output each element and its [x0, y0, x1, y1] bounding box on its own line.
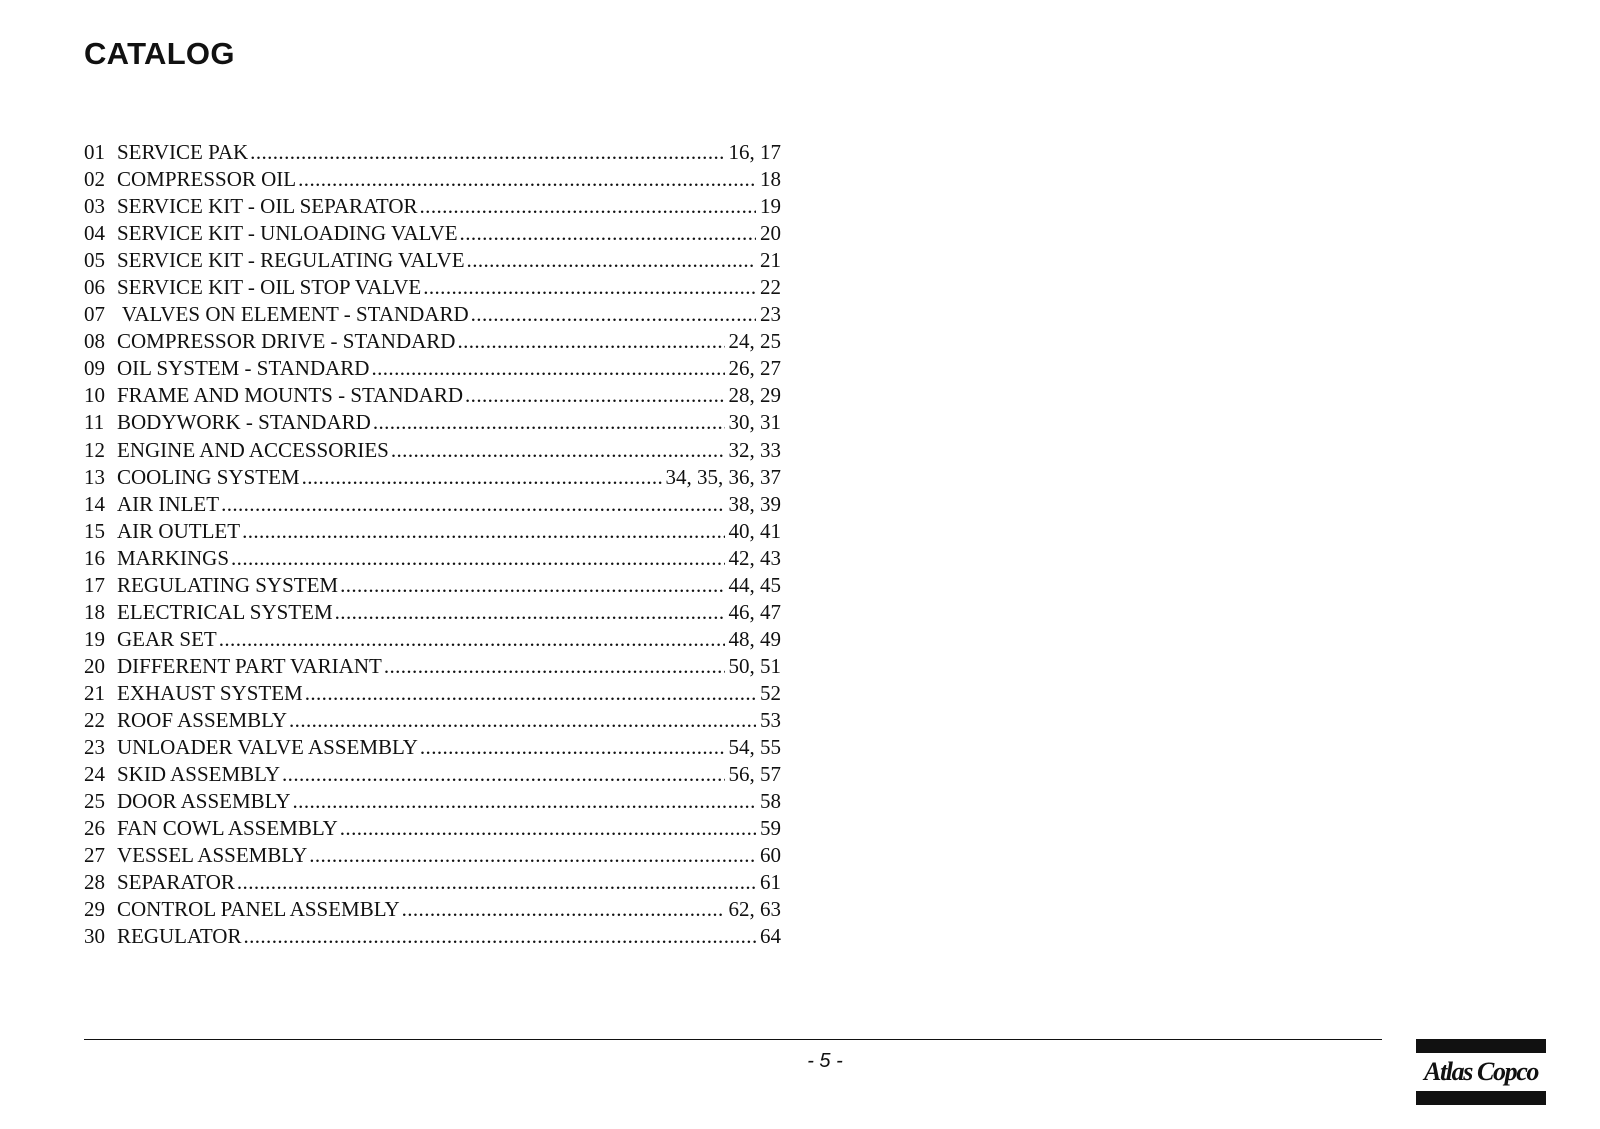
toc-entry-title: SERVICE PAK: [117, 140, 249, 164]
toc-entry: [84, 788, 781, 815]
toc-dot-leader: [309, 842, 756, 869]
toc-entry: [84, 355, 781, 382]
toc-dot-leader: [340, 572, 724, 599]
toc-entry-title: ROOF ASSEMBLY: [117, 707, 288, 732]
toc-entry: [84, 301, 781, 328]
logo-top-bar: [1416, 1039, 1546, 1053]
toc-entry-number: 23: [84, 735, 105, 760]
toc-entry-title: SERVICE KIT - OIL STOP VALVE: [117, 275, 422, 300]
toc-entry-pages: 32, 33: [728, 437, 781, 462]
toc-entry: [84, 464, 781, 491]
toc-entry-title: SERVICE KIT - UNLOADING VALVE: [117, 221, 458, 246]
toc-entry-pages: 19: [760, 194, 781, 219]
toc-entry-pages: 53: [760, 707, 781, 732]
toc-dot-leader: [289, 707, 756, 734]
toc-entry-title: DOOR ASSEMBLY: [117, 789, 291, 814]
toc-entry-number: 22: [84, 707, 105, 732]
toc-entry: [84, 842, 781, 869]
table-of-contents: [84, 139, 781, 950]
toc-entry-pages: 23: [760, 302, 781, 327]
toc-entry-pages: 30, 31: [728, 410, 781, 435]
toc-entry-title: SEPARATOR: [117, 870, 235, 895]
toc-entry: [84, 815, 781, 842]
toc-entry: [84, 437, 781, 464]
toc-entry-number: 09: [84, 356, 105, 381]
toc-entry-pages: 24, 25: [728, 329, 781, 354]
toc-entry-title: ENGINE AND ACCESSORIES: [117, 437, 389, 462]
toc-entry: [84, 545, 781, 572]
toc-dot-leader: [219, 626, 725, 653]
toc-dot-leader: [302, 464, 662, 491]
toc-entry-number: 25: [84, 789, 105, 814]
toc-entry-number: 20: [84, 653, 105, 678]
toc-dot-leader: [465, 382, 724, 409]
toc-entry-pages: 56, 57: [728, 762, 781, 787]
toc-entry-pages: 40, 41: [728, 518, 781, 543]
toc-entry-title: SERVICE KIT - OIL SEPARATOR: [117, 194, 418, 219]
toc-dot-leader: [460, 220, 756, 247]
toc-entry-title: AIR INLET: [117, 491, 220, 516]
toc-entry-number: 06: [84, 275, 105, 300]
toc-entry-pages: 61: [760, 870, 781, 895]
logo-bottom-bar: [1416, 1091, 1546, 1105]
toc-entry: [84, 491, 781, 518]
toc-entry-number: 05: [84, 248, 105, 273]
toc-entry-number: 17: [84, 572, 105, 597]
toc-entry-pages: 50, 51: [728, 653, 781, 678]
toc-entry-number: 04: [84, 221, 105, 246]
toc-dot-leader: [457, 328, 724, 355]
toc-entry-number: 07: [84, 302, 105, 327]
toc-entry-pages: 26, 27: [728, 356, 781, 381]
toc-entry-title: FRAME AND MOUNTS - STANDARD: [117, 383, 464, 408]
toc-dot-leader: [221, 491, 724, 518]
toc-dot-leader: [467, 247, 756, 274]
toc-entry-number: 19: [84, 626, 105, 651]
toc-entry-number: 28: [84, 870, 105, 895]
toc-entry: [84, 761, 781, 788]
toc-entry-title: DIFFERENT PART VARIANT: [117, 653, 382, 678]
toc-dot-leader: [298, 166, 756, 193]
toc-dot-leader: [231, 545, 724, 572]
toc-dot-leader: [250, 139, 724, 166]
toc-entry-pages: 34, 35, 36, 37: [665, 464, 781, 489]
toc-dot-leader: [371, 355, 724, 382]
toc-dot-leader: [423, 274, 756, 301]
toc-entry-number: 18: [84, 599, 105, 624]
toc-entry-number: 11: [84, 410, 105, 435]
toc-dot-leader: [420, 193, 756, 220]
toc-dot-leader: [243, 923, 756, 950]
toc-entry-number: 16: [84, 545, 105, 570]
toc-entry-pages: 38, 39: [728, 491, 781, 516]
toc-entry-pages: 44, 45: [728, 572, 781, 597]
toc-dot-leader: [391, 437, 725, 464]
toc-entry-title: MARKINGS: [117, 545, 230, 570]
toc-dot-leader: [335, 599, 725, 626]
toc-entry: [84, 518, 781, 545]
toc-entry-pages: 28, 29: [728, 383, 781, 408]
toc-entry-pages: 52: [760, 680, 781, 705]
toc-entry: [84, 409, 781, 436]
toc-entry-title: COMPRESSOR DRIVE - STANDARD: [117, 329, 456, 354]
toc-entry: [84, 734, 781, 761]
toc-entry-title: REGULATING SYSTEM: [117, 572, 339, 597]
toc-entry: [84, 923, 781, 950]
toc-entry-number: 24: [84, 762, 105, 787]
toc-entry-title: OIL SYSTEM - STANDARD: [117, 356, 370, 381]
toc-entry: [84, 220, 781, 247]
toc-entry-title: EXHAUST SYSTEM: [117, 680, 303, 705]
toc-entry-number: 26: [84, 816, 105, 841]
toc-entry-pages: 22: [760, 275, 781, 300]
toc-entry-pages: 59: [760, 816, 781, 841]
toc-entry-number: 21: [84, 680, 105, 705]
toc-entry-title: COOLING SYSTEM: [117, 464, 300, 489]
toc-entry-title: GEAR SET: [117, 626, 217, 651]
page-title: CATALOG: [84, 36, 235, 71]
toc-entry: [84, 707, 781, 734]
toc-dot-leader: [340, 815, 756, 842]
toc-entry-pages: 46, 47: [728, 599, 781, 624]
toc-dot-leader: [282, 761, 724, 788]
toc-entry-pages: 20: [760, 221, 781, 246]
toc-dot-leader: [384, 653, 725, 680]
logo-wordmark: Atlas Copco: [1424, 1057, 1538, 1086]
toc-entry: [84, 572, 781, 599]
toc-dot-leader: [237, 869, 756, 896]
footer-divider: [84, 1039, 1382, 1040]
toc-entry-pages: 58: [760, 789, 781, 814]
toc-entry-pages: 54, 55: [728, 735, 781, 760]
toc-entry-pages: 16, 17: [728, 140, 781, 164]
toc-entry-title: FAN COWL ASSEMBLY: [117, 816, 338, 841]
toc-entry: [84, 626, 781, 653]
toc-entry: [84, 328, 781, 355]
toc-entry-pages: 62, 63: [728, 897, 781, 922]
toc-entry: [84, 193, 781, 220]
toc-dot-leader: [373, 409, 725, 436]
toc-entry-pages: 60: [760, 843, 781, 868]
toc-entry-number: 15: [84, 518, 105, 543]
toc-entry-number: 08: [84, 329, 105, 354]
toc-entry-title: SERVICE KIT - REGULATING VALVE: [117, 248, 465, 273]
toc-entry: [84, 869, 781, 896]
toc-entry-number: 27: [84, 843, 105, 868]
toc-entry-title: ELECTRICAL SYSTEM: [117, 599, 333, 624]
toc-entry-pages: 64: [760, 924, 781, 949]
toc-entry-title: VALVES ON ELEMENT - STANDARD: [117, 302, 469, 327]
toc-entry: [84, 139, 781, 166]
toc-entry-number: 12: [84, 437, 105, 462]
toc-entry-title: SKID ASSEMBLY: [117, 762, 281, 787]
toc-dot-leader: [471, 301, 756, 328]
toc-entry-title: BODYWORK - STANDARD: [117, 410, 371, 435]
toc-entry-number: 13: [84, 464, 105, 489]
toc-entry-number: 02: [84, 167, 105, 192]
toc-entry: [84, 166, 781, 193]
toc-entry-number: 03: [84, 194, 105, 219]
page-number: - 5 -: [807, 1050, 843, 1072]
toc-entry: [84, 599, 781, 626]
toc-entry: [84, 247, 781, 274]
toc-entry-title: AIR OUTLET: [117, 518, 241, 543]
atlas-copco-logo: [1416, 1039, 1546, 1104]
toc-dot-leader: [402, 896, 725, 923]
toc-dot-leader: [293, 788, 756, 815]
toc-entry-pages: 21: [760, 248, 781, 273]
toc-entry-pages: 48, 49: [728, 626, 781, 651]
toc-entry-pages: 42, 43: [728, 545, 781, 570]
toc-entry-pages: 18: [760, 167, 781, 192]
toc-entry-number: 29: [84, 897, 105, 922]
toc-entry-number: 10: [84, 383, 105, 408]
toc-dot-leader: [242, 518, 724, 545]
toc-entry-title: VESSEL ASSEMBLY: [117, 843, 308, 868]
toc-entry: [84, 274, 781, 301]
toc-entry-title: REGULATOR: [117, 924, 242, 949]
toc-entry-number: 30: [84, 924, 105, 949]
toc-entry: [84, 896, 781, 923]
toc-entry: [84, 653, 781, 680]
toc-entry-number: 14: [84, 491, 105, 516]
toc-entry-title: CONTROL PANEL ASSEMBLY: [117, 897, 400, 922]
toc-entry-title: COMPRESSOR OIL: [117, 167, 297, 192]
toc-entry-title: UNLOADER VALVE ASSEMBLY: [117, 735, 418, 760]
toc-entry-number: 01: [84, 140, 105, 164]
toc-dot-leader: [420, 734, 725, 761]
toc-entry: [84, 382, 781, 409]
toc-dot-leader: [305, 680, 756, 707]
toc-entry: [84, 680, 781, 707]
